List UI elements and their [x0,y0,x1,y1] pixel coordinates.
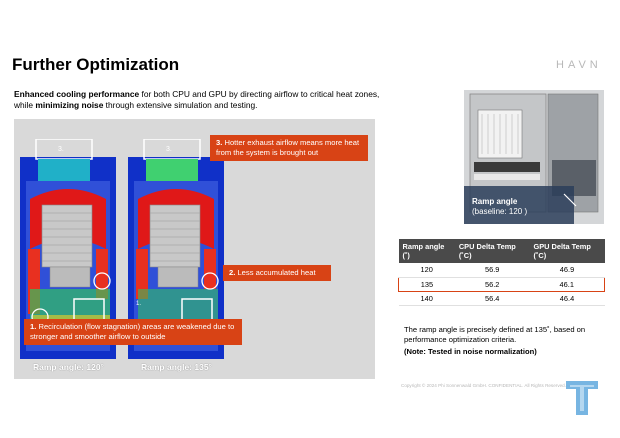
subtitle-text-1: for both CPU and GPU by directing airflow to critical heat zones, while [14,89,380,110]
cad-ramp-label [472,197,527,217]
cad-label-main: Ramp angle [472,197,518,206]
note-text: The ramp angle is precisely defined at 135˚, based on performance optimization criteria. [404,325,586,344]
cell-angle: 140 [399,291,455,305]
copyright: Copyright © 2024 Phi Sonnenwald GmbH. CONFIDENTIAL. All Rights Reserved. [401,383,567,388]
callout-less-heat [223,265,331,281]
watermark-logo [562,375,602,419]
header-cpu-delta: CPU Delta Temp (˚C) [455,239,530,263]
cad-label-sub: (baseline: 120 ) [472,207,528,216]
table-row [399,291,605,305]
note-bold: (Note: Tested in noise normalization) [404,347,537,356]
callout-2-text: Less accumulated heat [235,268,316,277]
page-title: Further Optimization [12,55,180,74]
cell-angle: 120 [399,263,455,277]
cell-angle: 135 [399,277,455,291]
cell-cpu: 56.2 [455,277,530,291]
header-ramp-angle: Ramp angle (˚) [399,239,455,263]
cell-gpu: 46.1 [529,277,604,291]
subtitle-text-2: through extensive simulation and testing. [103,100,258,110]
table-header-row [399,239,605,263]
cell-cpu: 56.9 [455,263,530,277]
header-gpu-delta: GPU Delta Temp (˚C) [529,239,604,263]
ramp-label-120: Ramp angle: 120° [33,362,104,372]
callout-1-text: Recirculation (flow stagnation) areas are weakened due to stronger and smoother airflow to outside [30,322,235,341]
subtitle-bold-2: minimizing noise [35,100,104,110]
marker-1-right: 1. [136,301,142,307]
subtitle [14,89,384,111]
ramp-label-135: Ramp angle: 135° [141,362,212,372]
callout-1-num: 1. [30,322,37,331]
callout-3-text: Hotter exhaust airflow means more heat from the system is brought out [216,138,360,157]
brand-logo-text: HAVN [556,59,602,71]
cell-cpu: 56.4 [455,291,530,305]
callout-3-num: 3. [216,138,223,147]
ramp-results-table [398,239,605,306]
table-row-highlighted [399,277,605,291]
callout-recirculation [24,319,242,345]
subtitle-bold-1: Enhanced cooling performance [14,89,140,99]
callout-2-num: 2. [229,268,236,277]
table-row [399,263,605,277]
marker-3-left: 3. [58,146,64,153]
callout-hotter-exhaust [210,135,368,161]
marker-3-right: 3. [166,146,172,153]
cell-gpu: 46.4 [529,291,604,305]
cell-gpu: 46.9 [529,263,604,277]
